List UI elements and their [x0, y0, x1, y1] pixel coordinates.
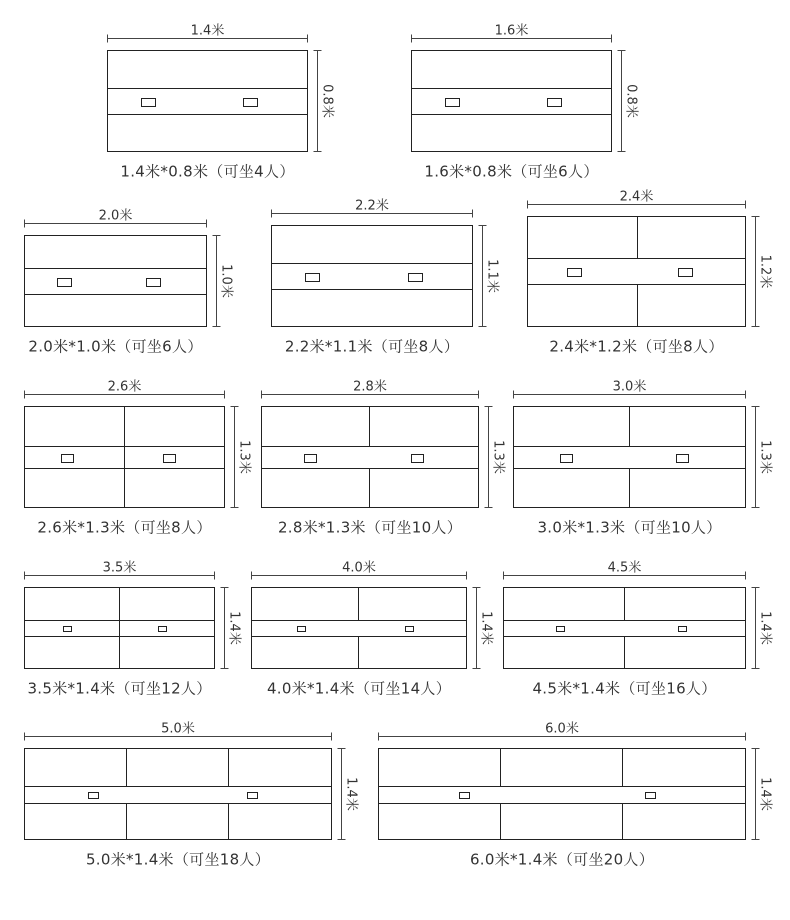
table-caption: 4.0米*1.4米（可坐14人）: [266, 679, 452, 698]
table-outline: [379, 749, 746, 840]
depth-label: 1.1米: [484, 259, 500, 293]
width-label: 3.0米: [612, 379, 647, 395]
power-outlet: [561, 455, 573, 463]
width-label: 1.4米: [190, 23, 225, 39]
power-outlet: [677, 455, 689, 463]
table-caption: 2.6米*1.3米（可坐8人）: [37, 518, 212, 537]
power-outlet: [64, 627, 72, 632]
power-outlet: [460, 793, 470, 799]
table-caption: 4.5米*1.4米（可坐16人）: [532, 679, 717, 698]
table-caption: 2.0米*1.0米（可坐6人）: [28, 337, 203, 356]
power-outlet: [306, 274, 320, 282]
depth-label: 1.4米: [343, 777, 359, 811]
table-outline: [528, 217, 746, 327]
table-outline: [108, 51, 308, 152]
width-label: 5.0米: [161, 721, 195, 737]
width-label: 4.5米: [607, 560, 642, 576]
table-caption: 2.2米*1.1米（可坐8人）: [284, 337, 460, 356]
power-outlet: [679, 627, 687, 632]
table-caption: 2.8米*1.3米（可坐10人）: [277, 518, 463, 537]
power-outlet: [62, 455, 74, 463]
depth-label: 1.4米: [478, 611, 494, 645]
width-label: 6.0米: [545, 721, 579, 737]
power-outlet: [159, 627, 167, 632]
power-outlet: [58, 279, 72, 287]
power-outlet: [147, 279, 161, 287]
table-caption: 3.0米*1.3米（可坐10人）: [537, 518, 722, 537]
power-outlet: [305, 455, 317, 463]
width-label: 4.0米: [342, 560, 376, 576]
power-outlet: [446, 99, 460, 107]
table-outline: [272, 226, 473, 327]
table-caption: 6.0米*1.4米（可坐20人）: [469, 850, 655, 869]
width-label: 2.6米: [107, 379, 142, 395]
width-label: 2.4米: [619, 189, 654, 205]
width-label: 1.6米: [494, 23, 529, 39]
power-outlet: [89, 793, 99, 799]
width-label: 2.2米: [355, 198, 389, 214]
table-outline: [25, 236, 207, 327]
power-outlet: [406, 627, 414, 632]
width-label: 2.8米: [353, 379, 387, 395]
depth-label: 1.4米: [757, 611, 773, 645]
power-outlet: [409, 274, 423, 282]
table-outline: [25, 749, 332, 840]
table-outline: [412, 51, 612, 152]
table-caption: 2.4米*1.2米（可坐8人）: [549, 337, 724, 356]
depth-label: 0.8米: [623, 84, 639, 118]
depth-label: 0.8米: [319, 84, 335, 118]
width-label: 2.0米: [98, 208, 133, 224]
depth-label: 1.4米: [226, 611, 242, 645]
power-outlet: [298, 627, 306, 632]
power-outlet: [646, 793, 656, 799]
table-caption: 1.6米*0.8米（可坐6人）: [424, 162, 599, 181]
width-label: 3.5米: [102, 560, 137, 576]
table-caption: 3.5米*1.4米（可坐12人）: [27, 679, 212, 698]
power-outlet: [248, 793, 258, 799]
table-caption: 1.4米*0.8米（可坐4人）: [120, 162, 295, 181]
depth-label: 1.3米: [757, 440, 773, 474]
power-outlet: [164, 455, 176, 463]
power-outlet: [142, 99, 156, 107]
depth-label: 1.3米: [490, 440, 506, 474]
depth-label: 1.2米: [757, 254, 773, 289]
depth-label: 1.3米: [236, 440, 252, 474]
depth-label: 1.4米: [757, 777, 773, 811]
power-outlet: [244, 99, 258, 107]
power-outlet: [548, 99, 562, 107]
power-outlet: [412, 455, 424, 463]
power-outlet: [679, 269, 693, 277]
power-outlet: [557, 627, 565, 632]
depth-label: 1.0米: [218, 264, 234, 298]
table-caption: 5.0米*1.4米（可坐18人）: [85, 850, 271, 869]
power-outlet: [568, 269, 582, 277]
